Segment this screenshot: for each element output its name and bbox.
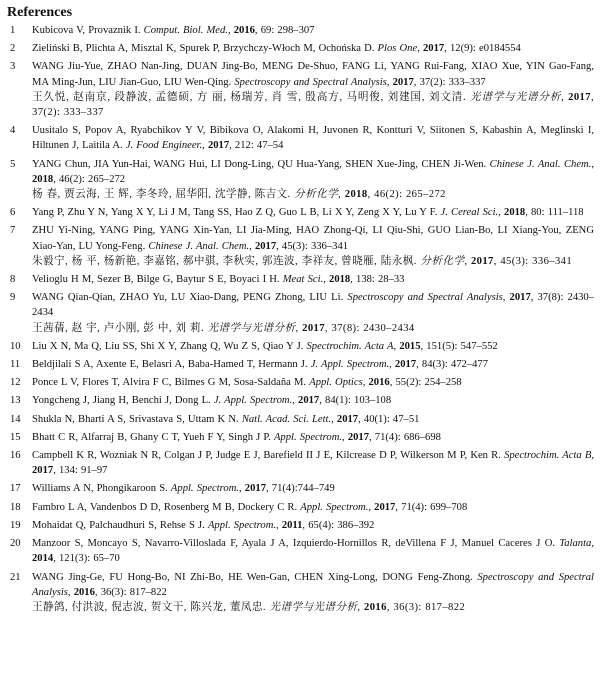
reference-separator: , xyxy=(295,322,303,334)
reference-year: 2017 xyxy=(32,465,54,477)
reference-chinese-journal: 光谱学与光谱分析 xyxy=(269,601,358,613)
reference-item xyxy=(6,205,594,220)
reference-year: 2017 xyxy=(394,359,417,371)
reference-number: 15 xyxy=(10,431,21,443)
reference-year: 2018 xyxy=(504,207,526,219)
reference-volume-pages: , 84(3): 472–477 xyxy=(416,359,489,371)
reference-list xyxy=(6,23,594,615)
reference-separator: , xyxy=(561,91,569,103)
reference-journal: J. Cereal Sci. xyxy=(440,207,499,219)
reference-text xyxy=(32,123,594,153)
reference-item xyxy=(6,223,594,269)
reference-number: 19 xyxy=(10,519,21,531)
reference-item xyxy=(6,518,594,533)
reference-number: 17 xyxy=(10,483,21,495)
reference-journal: Talanta xyxy=(559,538,592,550)
reference-separator: , xyxy=(323,274,330,286)
reference-item xyxy=(6,570,594,616)
reference-separator: , xyxy=(249,240,255,252)
reference-journal: Spectroscopy and Spectral Analysis xyxy=(32,571,594,598)
reference-authors: WANG Jiu-Yue, ZHAO Nan-Jing, DUAN Jing-Bo, MENG De-Shuo, FANG Li, YANG Rui-Fang, XIAO Xue, YIN Gao-Fang, MA Ming-Jun, LIU Jian-Guo, LIU Wen-Qing. xyxy=(32,61,594,88)
reference-authors: Yongcheng J, Jiang H, Benchi J, Dong L. xyxy=(32,395,214,407)
reference-item xyxy=(6,393,594,408)
reference-authors: Mohaidat Q, Palchaudhuri S, Rehse S J. xyxy=(32,519,208,531)
reference-number: 4 xyxy=(10,125,16,137)
reference-number: 1 xyxy=(10,25,16,36)
reference-text xyxy=(32,570,594,616)
reference-volume-pages: , 134: 91–97 xyxy=(53,465,108,477)
reference-authors: Yang P, Zhu Y N, Yang X Y, Li J M, Tang SS, Hao Z Q, Guo L B, Li X Y, Zeng X Y, Lu Y F. xyxy=(32,207,441,219)
reference-text xyxy=(32,393,594,408)
reference-year: 2017 xyxy=(374,501,396,513)
reference-year: 2018 xyxy=(32,173,54,185)
reference-authors: WANG Qian-Qian, ZHAO Yu, LU Xiao-Dang, PENG Zhong, LIU Li. xyxy=(32,292,348,304)
reference-year: 2015 xyxy=(399,340,421,352)
reference-chinese-year: 2018 xyxy=(344,189,368,201)
reference-item xyxy=(6,157,594,203)
reference-separator: , xyxy=(591,538,594,550)
reference-volume-pages: , 45(3): 336–341 xyxy=(276,240,349,252)
reference-separator: , xyxy=(276,519,282,531)
reference-volume-pages: , 69: 298–307 xyxy=(254,25,315,36)
reference-item xyxy=(6,375,594,390)
reference-number: 20 xyxy=(10,538,21,550)
reference-chinese-year: 2017 xyxy=(470,255,494,267)
reference-year: 2017 xyxy=(422,43,445,55)
reference-volume-pages: , 37(8): 2430–2434 xyxy=(32,292,595,319)
reference-year: 2016 xyxy=(233,25,255,36)
reference-year: 2011 xyxy=(281,519,303,531)
reference-separator: , xyxy=(368,501,375,513)
reference-chinese-line xyxy=(32,600,594,615)
reference-number: 3 xyxy=(10,61,16,73)
reference-number: 8 xyxy=(10,274,16,286)
reference-year: 2018 xyxy=(329,274,351,286)
reference-number: 18 xyxy=(10,501,21,513)
reference-volume-pages: , 212: 47–54 xyxy=(229,140,284,152)
reference-chinese-volume-pages: , 37(8): 2430–2434 xyxy=(324,322,415,334)
reference-text xyxy=(32,518,594,533)
reference-year: 2017 xyxy=(254,240,277,252)
reference-number: 12 xyxy=(10,377,21,389)
reference-volume-pages: , 55(2): 254–258 xyxy=(389,377,462,389)
reference-item xyxy=(6,123,594,153)
reference-journal: Spectroscopy and Spectral Analysis xyxy=(234,76,387,88)
reference-chinese-year: 2017 xyxy=(568,91,591,103)
reference-chinese-year: 2016 xyxy=(364,601,387,613)
reference-chinese-authors: 朱毅宁, 杨 平, 杨新艳, 李嘉铭, 郝中骐, 李秋实, 郭连波, 李祥友, 曾晓雁, 陆永枫. xyxy=(32,255,421,267)
reference-item xyxy=(6,339,594,354)
reference-authors: ZHU Yi-Ning, YANG Ping, YANG Xin-Yan, LI Jia-Ming, HAO Zhong-Qi, LI Qiu-Shi, GUO Lian-Bo, LI Xiang-You, ZENG Xiao-Yan, LU Yong-Feng. xyxy=(32,225,594,252)
reference-text xyxy=(32,536,594,566)
reference-year: 2016 xyxy=(73,586,95,598)
reference-item xyxy=(6,481,594,496)
reference-number: 13 xyxy=(10,395,21,407)
reference-number: 11 xyxy=(10,359,21,371)
reference-chinese-volume-pages: , 36(3): 817–822 xyxy=(386,601,466,613)
reference-separator: , xyxy=(331,413,337,425)
reference-text xyxy=(32,339,594,354)
reference-volume-pages: , 36(3): 817–822 xyxy=(94,586,167,598)
reference-journal: Meat Sci. xyxy=(282,274,324,286)
reference-authors: YANG Chun, JIA Yun-Hai, WANG Hui, LI Dong-Ling, QU Hua-Yang, SHEN Xue-Jing, CHEN Ji-Wen. xyxy=(32,158,490,170)
reference-journal: Spectrochim. Acta B xyxy=(504,450,592,462)
reference-year: 2017 xyxy=(244,483,266,495)
reference-authors: Bhatt C R, Alfarraj B, Ghany C T, Yueh F Y, Singh J P. xyxy=(32,431,274,443)
reference-authors: Manzoor S, Moncayo S, Navarro-Villoslada F, Ayala J A, Izquierdo-Hornillos R, deVillena F J, Manuel Caceres J O. xyxy=(32,538,560,550)
reference-volume-pages: , 46(2): 265–272 xyxy=(53,173,126,185)
reference-authors: Ponce L V, Flores T, Alvira F C, Bilmes G M, Sosa-Saldaña M. xyxy=(32,377,310,389)
reference-item xyxy=(6,500,594,515)
reference-volume-pages: , 71(4):744–749 xyxy=(265,483,335,495)
reference-number: 16 xyxy=(10,450,21,462)
reference-authors: Shukla N, Bharti A S, Srivastava S, Uttam K N. xyxy=(32,413,242,425)
reference-separator: , xyxy=(342,431,348,443)
reference-item xyxy=(6,23,594,38)
reference-item xyxy=(6,59,594,120)
reference-authors: Zieliński B, Plichta A, Misztal K, Spurek P, Brzychczy-Włoch M, Ochońska D. xyxy=(32,43,378,55)
reference-authors: Fambro L A, Vandenbos D D, Rosenberg M B, Dockery C R. xyxy=(32,501,301,513)
reference-separator: , xyxy=(239,483,245,495)
reference-number: 6 xyxy=(10,207,16,219)
reference-item xyxy=(6,357,594,372)
reference-journal: J. Appl. Spectrom. xyxy=(310,359,390,371)
reference-separator: , xyxy=(227,25,234,36)
reference-journal: Natl. Acad. Sci. Lett. xyxy=(241,413,332,425)
reference-journal: Chinese J. Anal. Chem. xyxy=(148,240,250,252)
reference-journal: Appl. Spectrom. xyxy=(273,431,343,443)
reference-chinese-journal: 光谱学与光谱分析 xyxy=(207,322,296,334)
reference-number: 14 xyxy=(10,413,21,425)
reference-authors: Williams A N, Phongikaroon S. xyxy=(32,483,171,495)
reference-separator: , xyxy=(389,359,395,371)
reference-authors: Campbell K R, Wozniak N R, Colgan J P, Judge E J, Barefield II J E, Kilcrease D P, Wilkerson M P, Ken R. xyxy=(32,450,505,462)
reference-volume-pages: , 121(3): 65–70 xyxy=(53,553,120,565)
reference-text xyxy=(32,448,594,478)
reference-journal: J. Food Engineer. xyxy=(125,140,203,152)
reference-chinese-line xyxy=(32,187,594,202)
reference-item xyxy=(6,412,594,427)
reference-year: 2017 xyxy=(298,395,320,407)
reference-item xyxy=(6,430,594,445)
reference-text xyxy=(32,157,594,203)
reference-separator: , xyxy=(464,255,471,267)
reference-number: 2 xyxy=(10,43,16,55)
reference-number: 7 xyxy=(10,225,16,237)
reference-chinese-journal: 分析化学 xyxy=(420,255,465,267)
reference-text xyxy=(32,272,594,287)
reference-text xyxy=(32,481,594,496)
reference-year: 2017 xyxy=(392,76,414,88)
reference-chinese-journal: 光谱学与光谱分析 xyxy=(470,91,562,103)
reference-volume-pages: , 12(9): e0184554 xyxy=(444,43,521,55)
reference-volume-pages: , 37(2): 333–337 xyxy=(413,76,486,88)
reference-item xyxy=(6,272,594,287)
reference-authors: Liu X N, Ma Q, Liu SS, Shi X Y, Zhang Q, Wu Z S, Qiao Y J. xyxy=(32,340,307,352)
reference-journal: J. Appl. Spectrom. xyxy=(213,395,293,407)
reference-chinese-line xyxy=(32,90,594,120)
reference-separator: , xyxy=(362,377,369,389)
reference-text xyxy=(32,357,594,372)
reference-text xyxy=(32,500,594,515)
reference-journal: Plos One xyxy=(377,43,418,55)
reference-separator: , xyxy=(591,450,594,462)
reference-chinese-journal: 分析化学 xyxy=(294,189,339,201)
references-heading: References xyxy=(7,5,73,20)
reference-volume-pages: , 71(4): 686–698 xyxy=(369,431,441,443)
reference-chinese-authors: 王静鸽, 付洪波, 倪志波, 贺文干, 陈兴龙, 董凤忠. xyxy=(32,601,270,613)
reference-journal: Chinese J. Anal. Chem. xyxy=(489,158,592,170)
reference-separator: , xyxy=(338,189,345,201)
reference-year: 2017 xyxy=(347,431,369,443)
reference-volume-pages: , 71(4): 699–708 xyxy=(395,501,468,513)
reference-text xyxy=(32,205,594,220)
reference-text xyxy=(32,412,594,427)
reference-separator: , xyxy=(498,207,505,219)
reference-chinese-volume-pages: , 37(2): 333–337 xyxy=(32,91,594,119)
reference-number: 5 xyxy=(10,158,16,170)
reference-authors: Beldjilali S A, Axente E, Belasri A, Baba-Hamed T, Hermann J. xyxy=(32,359,311,371)
reference-volume-pages: , 84(1): 103–108 xyxy=(319,395,392,407)
reference-number: 10 xyxy=(10,340,21,352)
reference-separator: , xyxy=(202,140,208,152)
reference-journal: Appl. Spectrom. xyxy=(300,501,369,513)
reference-chinese-year: 2017 xyxy=(302,322,325,334)
reference-separator: , xyxy=(292,395,299,407)
reference-separator: , xyxy=(502,292,510,304)
reference-volume-pages: , 80: 111–118 xyxy=(525,207,584,219)
reference-item xyxy=(6,448,594,478)
reference-journal: Spectrochim. Acta A xyxy=(306,340,394,352)
reference-number: 9 xyxy=(10,292,16,304)
reference-item xyxy=(6,290,594,336)
reference-text xyxy=(32,41,594,56)
reference-text xyxy=(32,290,594,336)
reference-journal: Appl. Spectrom. xyxy=(170,483,239,495)
reference-separator: , xyxy=(417,43,423,55)
reference-separator: , xyxy=(67,586,74,598)
reference-authors: Uusitalo S, Popov A, Ryabchikov Y V, Bibikova O, Alakomi H, Juvonen R, Kontturi V, Siitonen S, Kabashin A, Meglinski I, Hiltunen J, Laitila A. xyxy=(32,125,594,152)
reference-separator: , xyxy=(357,601,365,613)
reference-chinese-authors: 杨 春, 贾云海, 王 辉, 李冬玲, 屈华阳, 沈学静, 陈吉文. xyxy=(32,189,295,201)
reference-journal: Comput. Biol. Med. xyxy=(143,25,228,36)
reference-journal: Spectroscopy and Spectral Analysis xyxy=(347,292,503,304)
reference-number: 21 xyxy=(10,571,21,583)
reference-year: 2016 xyxy=(368,377,390,389)
reference-authors: WANG Jing-Ge, FU Hong-Bo, NI Zhi-Bo, HE Wen-Gan, CHEN Xing-Long, DONG Feng-Zhong. xyxy=(32,571,478,583)
reference-volume-pages: , 65(4): 386–392 xyxy=(302,519,375,531)
reference-separator: , xyxy=(591,158,594,170)
reference-volume-pages: , 151(5): 547–552 xyxy=(420,340,498,352)
reference-text xyxy=(32,430,594,445)
reference-year: 2017 xyxy=(509,292,531,304)
reference-text xyxy=(32,23,594,38)
reference-item xyxy=(6,536,594,566)
reference-authors: Velioglu H M, Sezer B, Bilge G, Baytur S E, Boyaci I H. xyxy=(32,274,283,286)
reference-chinese-authors: 王茜蒨, 赵 宇, 卢小刚, 彭 中, 刘 莉. xyxy=(32,322,208,334)
reference-chinese-volume-pages: , 46(2): 265–272 xyxy=(367,189,446,201)
reference-authors: Kubicova V, Provaznik I. xyxy=(32,25,144,36)
reference-text xyxy=(32,223,594,269)
reference-volume-pages: , 138: 28–33 xyxy=(350,274,405,286)
reference-volume-pages: , 40(1): 47–51 xyxy=(358,413,420,425)
reference-year: 2014 xyxy=(32,553,54,565)
reference-year: 2017 xyxy=(207,140,230,152)
reference-separator: , xyxy=(386,76,393,88)
reference-separator: , xyxy=(393,340,400,352)
reference-journal: Appl. Optics xyxy=(309,377,363,389)
reference-text xyxy=(32,59,594,120)
reference-chinese-line xyxy=(32,321,594,336)
reference-journal: Appl. Spectrom. xyxy=(207,519,277,531)
reference-text xyxy=(32,375,594,390)
reference-chinese-line xyxy=(32,254,594,269)
reference-chinese-volume-pages: , 45(3): 336–341 xyxy=(493,255,573,267)
reference-chinese-authors: 王久悦, 赵南京, 段静波, 孟德硕, 方 丽, 杨瑞芳, 肖 雪, 殷高方, 马明俊, 刘建国, 刘文清. xyxy=(32,91,470,103)
reference-item xyxy=(6,41,594,56)
reference-year: 2017 xyxy=(336,413,359,425)
